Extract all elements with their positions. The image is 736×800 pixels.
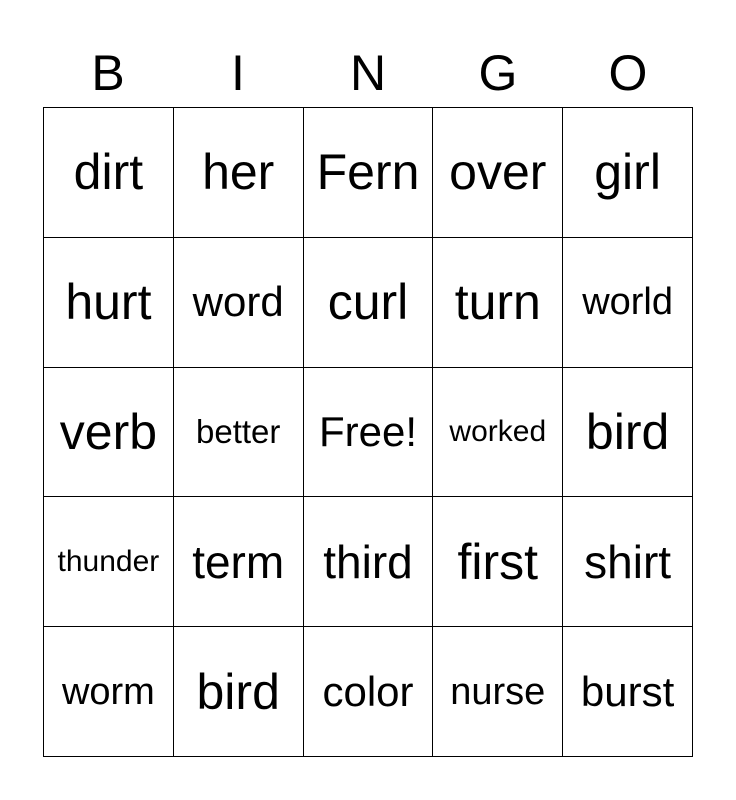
bingo-cell[interactable]: verb [44,368,174,498]
bingo-cell[interactable]: color [304,627,434,757]
bingo-cell[interactable]: girl [563,108,693,238]
bingo-cell[interactable]: over [433,108,563,238]
header-letter-n: N [349,45,387,101]
bingo-cell[interactable]: word [174,238,304,368]
bingo-cell[interactable]: thunder [44,497,174,627]
bingo-cell[interactable]: nurse [433,627,563,757]
bingo-cell[interactable]: shirt [563,497,693,627]
header-letter-g: G [478,45,518,101]
free-space-cell[interactable]: Free! [304,368,434,498]
bingo-cell[interactable]: term [174,497,304,627]
bingo-cell[interactable]: curl [304,238,434,368]
bingo-cell[interactable]: Fern [304,108,434,238]
bingo-cell[interactable]: first [433,497,563,627]
bingo-cell[interactable]: hurt [44,238,174,368]
bingo-cell[interactable]: bird [563,368,693,498]
header-letter-o: O [608,45,648,101]
bingo-cell[interactable]: worm [44,627,174,757]
bingo-cell[interactable]: bird [174,627,304,757]
bingo-header [43,40,693,106]
bingo-cell[interactable]: worked [433,368,563,498]
header-letter-b: B [91,45,125,101]
bingo-cell[interactable]: her [174,108,304,238]
bingo-cell[interactable]: third [304,497,434,627]
bingo-cell[interactable]: world [563,238,693,368]
bingo-cell[interactable]: turn [433,238,563,368]
bingo-cell[interactable]: dirt [44,108,174,238]
bingo-board [43,107,693,757]
bingo-cell[interactable]: better [174,368,304,498]
header-letter-i: I [231,45,245,101]
bingo-cell[interactable]: burst [563,627,693,757]
